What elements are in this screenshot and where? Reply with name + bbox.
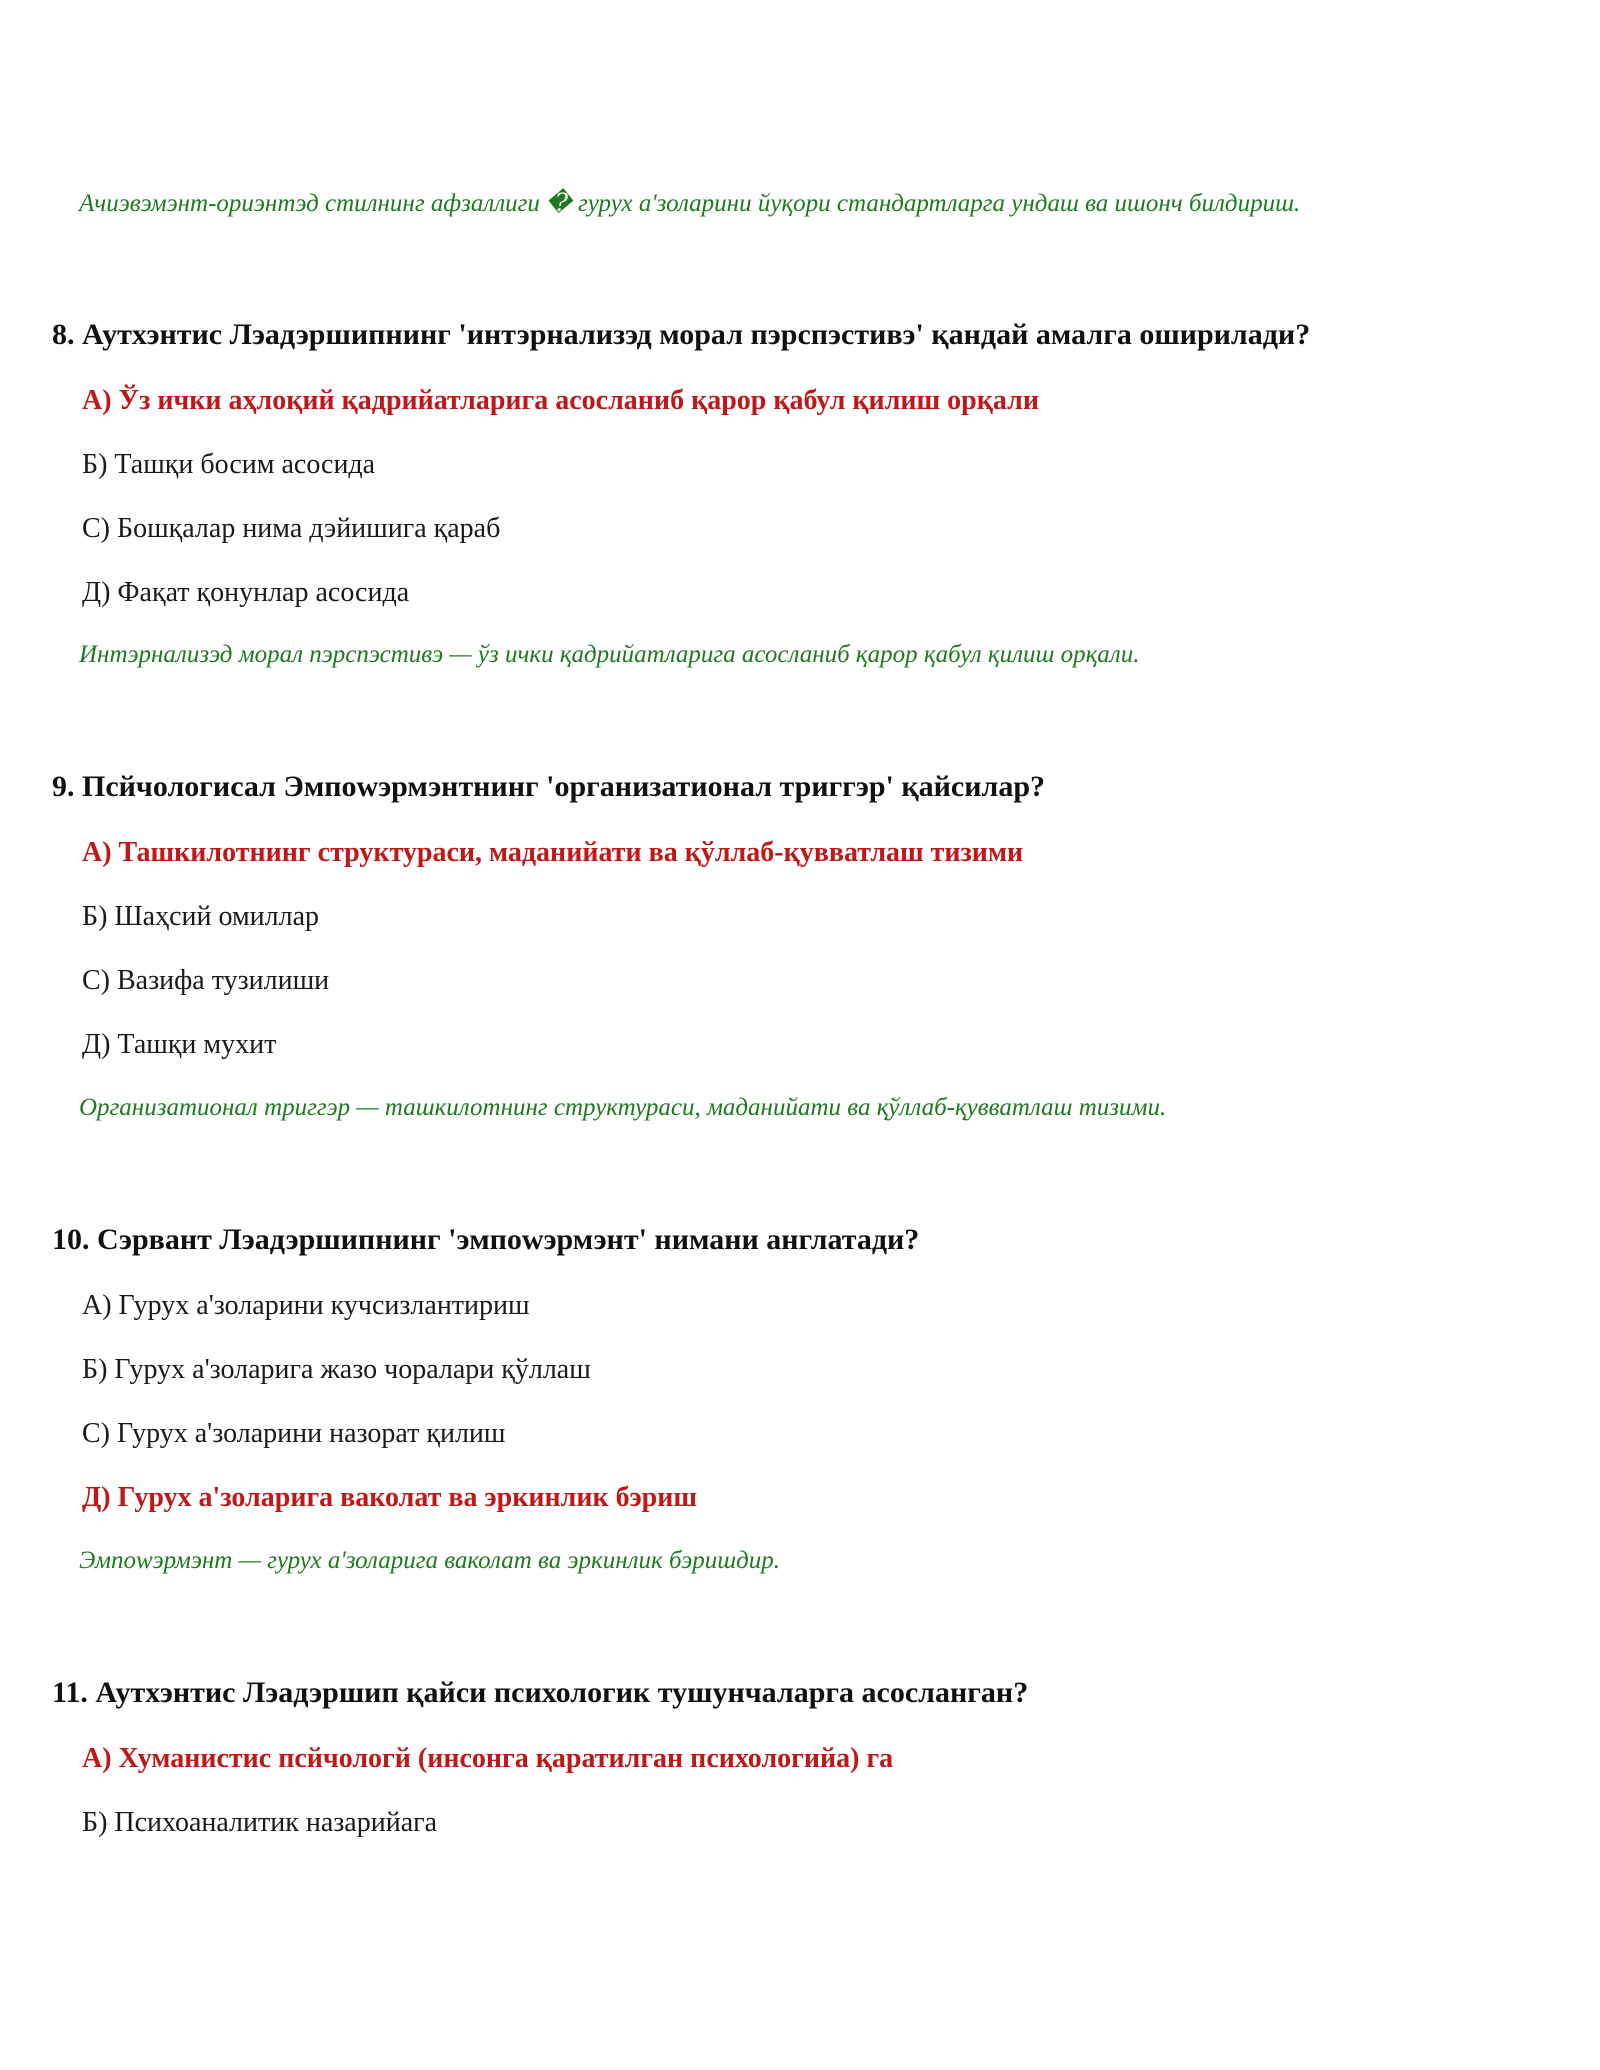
answer-option: С) Бошқалар нима дэйишига қараб bbox=[82, 513, 501, 544]
answer-option-correct: А) Ташкилотнинг структураси, маданийати ва қўллаб-қувватлаш тизими bbox=[82, 837, 1024, 868]
answer-option: С) Гурух а'золарини назорат қилиш bbox=[82, 1418, 506, 1449]
answer-option-correct: А) Хуманистис псйчологй (инсонга қаратилган психологийа) га bbox=[82, 1743, 894, 1774]
answer-option: Б) Шаҳсий омиллар bbox=[82, 901, 320, 932]
answer-option: Б) Ташқи босим асосида bbox=[82, 449, 376, 480]
answer-explanation: Эмпоwэрмэнт — гурух а'золарига ваколат ва эркинлик бэришдир. bbox=[79, 1547, 780, 1574]
answer-option: А) Гурух а'золарини кучсизлантириш bbox=[82, 1290, 530, 1321]
answer-option: Д) Ташқи мухит bbox=[82, 1029, 277, 1060]
answer-option: Б) Психоаналитик назарийага bbox=[82, 1807, 438, 1838]
answer-option: Д) Фақат қонунлар асосида bbox=[82, 577, 410, 608]
question-title: 10. Сэрвант Лэадэршипнинг 'эмпоwэрмэнт' нимани англатади? bbox=[52, 1223, 920, 1256]
answer-option: Б) Гурух а'золарига жазо чоралари қўллаш bbox=[82, 1354, 591, 1385]
answer-explanation: Ачиэвэмэнт-ориэнтэд стилнинг афзаллиги � гурух а'золарини йуқори стандартларга ундаш ва ишонч билдириш. bbox=[79, 190, 1301, 217]
answer-option: С) Вазифа тузилиши bbox=[82, 965, 330, 996]
answer-explanation: Интэрнализэд морал пэрспэстивэ — ўз ички қадрийатларига асосланиб қарор қабул қилиш орқали. bbox=[79, 641, 1140, 668]
answer-option-correct: А) Ўз ички аҳлоқий қадрийатларига асосланиб қарор қабул қилиш орқали bbox=[82, 385, 1039, 416]
question-title: 8. Аутхэнтис Лэадэршипнинг 'интэрнализэд морал пэрспэстивэ' қандай амалга оширилади? bbox=[52, 318, 1311, 351]
question-title: 9. Псйчологисал Эмпоwэрмэнтнинг 'организатионал триггэр' қайсилар? bbox=[52, 770, 1046, 803]
answer-option-correct: Д) Гурух а'золарига ваколат ва эркинлик бэриш bbox=[82, 1482, 698, 1513]
answer-explanation: Организатионал триггэр — ташкилотнинг структураси, маданийати ва қўллаб-қувватлаш тизими. bbox=[79, 1094, 1167, 1121]
question-title: 11. Аутхэнтис Лэадэршип қайси психологик тушунчаларга асосланган? bbox=[52, 1676, 1029, 1709]
